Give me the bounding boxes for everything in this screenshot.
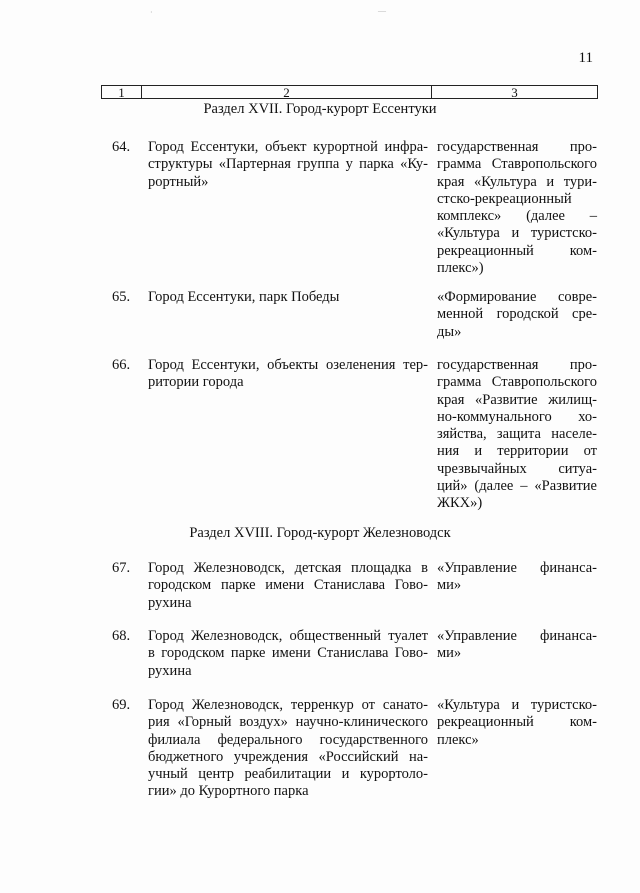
program-name: «Культура и туристско- рекреационный ком- плекс» xyxy=(437,697,597,748)
row-number: 66. xyxy=(112,357,131,373)
object-description: Город Железноводск, общественный туалет в городском парке имени Станислава Гово- рухина xyxy=(148,628,428,679)
section-title: Раздел XVIII. Город-курорт Железноводск xyxy=(189,525,451,541)
object-description: Город Ессентуки, парк Победы xyxy=(148,289,340,305)
column-header-2: 2 xyxy=(142,86,432,98)
page-number: 11 xyxy=(578,50,593,66)
program-name: государственная про- грамма Ставропольского края «Развитие жилищ- но-коммунального хо- зяйства, защита населе- ния и территории от чрезвычайных ситуа- ций» (далее – «Развитие ЖКХ») xyxy=(437,357,597,512)
row-number: 67. xyxy=(112,560,131,576)
program-name: «Формирование совре- менной городской сре- ды» xyxy=(437,289,597,340)
section-title: Раздел XVII. Город-курорт Ессентуки xyxy=(203,101,437,117)
program-name: «Управление финанса- ми» xyxy=(437,628,597,662)
scan-speck: — xyxy=(378,6,386,15)
column-header-3: 3 xyxy=(511,85,518,100)
object-description: Город Ессентуки, объекты озеленения тер- ритории города xyxy=(148,357,428,391)
object-description: Город Железноводск, терренкур от санато- рия «Горный воздух» научно-клинического филиала федерального государственного бюджетного учреждения «Российский на- учный центр реабилитации и курортоло- гии» до Курортного парка xyxy=(148,697,428,800)
object-description: Город Ессентуки, объект курортной инфра- структуры «Партерная группа у парка «Ку- рортный» xyxy=(148,139,428,190)
row-number: 64. xyxy=(112,139,131,155)
column-header-1: 1 xyxy=(102,86,142,98)
row-number: 65. xyxy=(112,289,131,305)
row-number: 69. xyxy=(112,697,131,713)
scan-speck: · xyxy=(150,8,153,17)
object-description: Город Железноводск, детская площадка в городском парке имени Станислава Гово- рухина xyxy=(148,560,428,611)
program-name: «Управление финанса- ми» xyxy=(437,560,597,594)
program-name: государственная про- грамма Ставропольского края «Культура и тури- стско-рекреационный комплекс» (далее – «Культура и туристско- рекреационный ком- плекс») xyxy=(437,139,597,277)
row-number: 68. xyxy=(112,628,131,644)
column-header-row xyxy=(101,85,598,99)
